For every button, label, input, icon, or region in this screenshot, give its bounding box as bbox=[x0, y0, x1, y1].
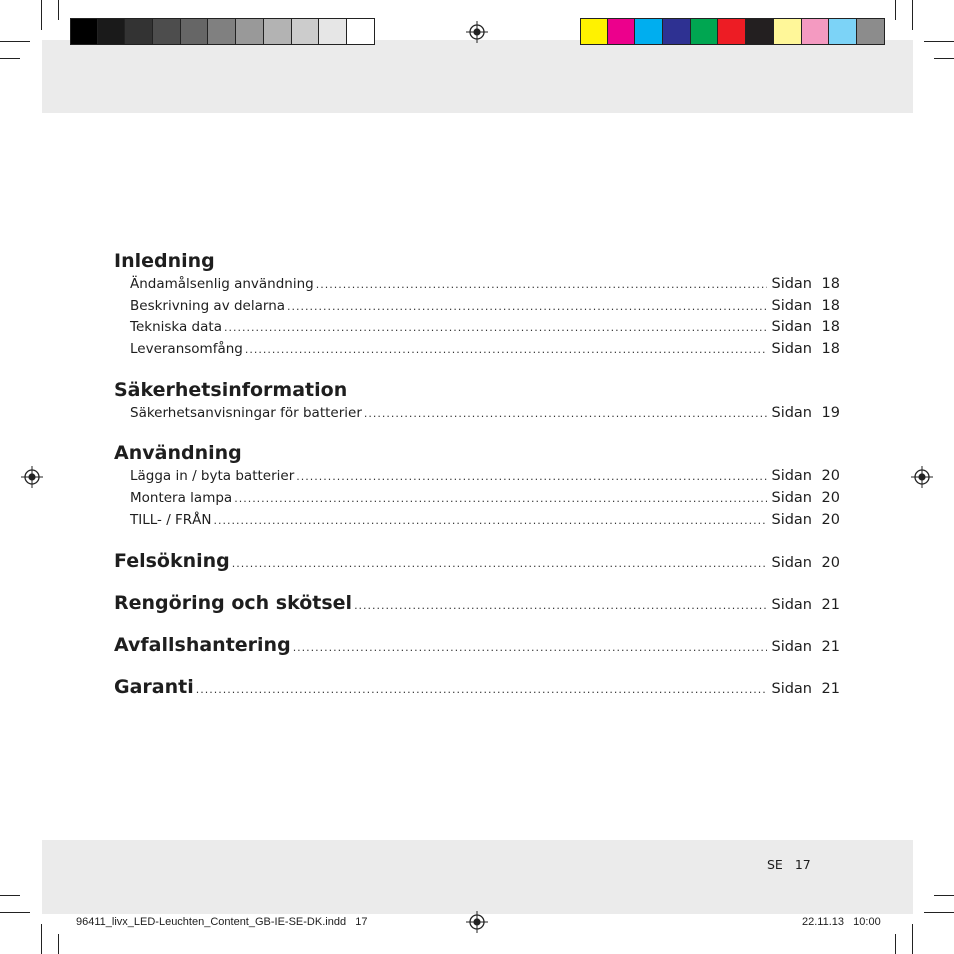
color-swatch bbox=[98, 18, 126, 45]
crop-mark bbox=[934, 895, 954, 896]
page-num: 21 bbox=[821, 596, 840, 613]
gray-color-bar bbox=[70, 18, 375, 45]
toc-entry bbox=[130, 274, 840, 296]
page-word: Sidan bbox=[771, 511, 812, 528]
color-swatch bbox=[181, 18, 209, 45]
dot-leader bbox=[364, 403, 768, 425]
page-reference bbox=[771, 676, 840, 702]
entry-label: Leveransomfång bbox=[130, 341, 243, 358]
dot-leader bbox=[287, 296, 767, 318]
page-reference bbox=[771, 296, 840, 318]
dot-leader bbox=[224, 317, 768, 339]
toc-entry bbox=[130, 488, 840, 510]
section-title: Användning bbox=[114, 442, 242, 465]
section-title: Avfallshantering bbox=[114, 633, 291, 656]
toc-section-heading bbox=[114, 377, 840, 403]
page-word: Sidan bbox=[771, 468, 812, 485]
crop-mark bbox=[934, 58, 954, 59]
page-word: Sidan bbox=[771, 341, 812, 358]
page-word: Sidan bbox=[771, 276, 812, 292]
dot-leader bbox=[245, 339, 768, 361]
toc-entry bbox=[130, 296, 840, 318]
page-word: Sidan bbox=[771, 319, 812, 336]
dot-leader bbox=[232, 551, 768, 577]
language-code: SE bbox=[767, 857, 783, 872]
page-word: Sidan bbox=[771, 554, 812, 571]
toc-section bbox=[114, 377, 840, 425]
entry-label: Beskrivning av delarna bbox=[130, 297, 286, 314]
page-num: 18 bbox=[821, 276, 840, 292]
dot-leader bbox=[296, 466, 767, 488]
slug-filename: 96411_livx_LED-Leuchten_Content_GB-IE-SE-DK.indd 17 bbox=[76, 916, 368, 928]
color-swatch bbox=[774, 18, 802, 45]
color-swatch bbox=[319, 18, 347, 45]
page-number: 17 bbox=[794, 857, 811, 872]
crop-mark bbox=[41, 924, 42, 954]
page-word: Sidan bbox=[771, 638, 812, 655]
toc-section bbox=[114, 248, 840, 361]
color-swatch bbox=[802, 18, 830, 45]
color-swatch bbox=[718, 18, 746, 45]
section-title: Garanti bbox=[114, 675, 194, 698]
page-num: 18 bbox=[821, 341, 840, 358]
toc-section bbox=[114, 590, 840, 616]
page-word: Sidan bbox=[771, 596, 812, 613]
footer-band bbox=[42, 840, 913, 914]
crop-mark bbox=[895, 934, 896, 954]
dot-leader bbox=[196, 677, 768, 703]
page-word: Sidan bbox=[771, 404, 812, 421]
color-swatch bbox=[264, 18, 292, 45]
section-title: Inledning bbox=[114, 250, 215, 272]
page-word: Sidan bbox=[771, 297, 812, 314]
registration-mark-icon bbox=[466, 21, 488, 43]
process-color-bar bbox=[580, 18, 885, 45]
color-swatch bbox=[580, 18, 608, 45]
toc-section bbox=[114, 632, 840, 658]
entry-label: Lägga in / byta batterier bbox=[130, 468, 295, 485]
toc-section bbox=[114, 548, 840, 574]
crop-mark bbox=[41, 0, 42, 30]
section-title: Säkerhetsinformation bbox=[114, 378, 348, 401]
page-reference bbox=[771, 592, 840, 618]
page-num: 20 bbox=[821, 490, 840, 507]
entry-label: Säkerhetsanvisningar för batterier bbox=[130, 404, 362, 421]
crop-mark bbox=[58, 934, 59, 954]
entry-label: Tekniska data bbox=[130, 319, 222, 336]
entry-label: TILL- / FRÅN bbox=[130, 511, 212, 528]
page-reference bbox=[771, 403, 840, 425]
toc-section-heading bbox=[114, 248, 840, 274]
page-num: 21 bbox=[821, 680, 840, 697]
color-swatch bbox=[663, 18, 691, 45]
toc-entry bbox=[130, 403, 840, 425]
color-swatch bbox=[746, 18, 774, 45]
page-reference bbox=[771, 339, 840, 361]
toc-entry bbox=[130, 510, 840, 532]
toc-section bbox=[114, 674, 840, 700]
dot-leader bbox=[293, 635, 768, 661]
page-num: 20 bbox=[821, 468, 840, 485]
crop-mark bbox=[0, 895, 20, 896]
page-num: 18 bbox=[821, 319, 840, 336]
toc-section-heading bbox=[114, 632, 840, 658]
page-num: 18 bbox=[821, 297, 840, 314]
color-swatch bbox=[208, 18, 236, 45]
color-swatch bbox=[236, 18, 264, 45]
table-of-contents bbox=[114, 248, 840, 716]
page-num: 21 bbox=[821, 638, 840, 655]
color-swatch bbox=[829, 18, 857, 45]
header-band bbox=[42, 40, 913, 113]
crop-mark bbox=[912, 0, 913, 30]
page-reference bbox=[771, 550, 840, 576]
page-word: Sidan bbox=[771, 490, 812, 507]
page-num: 19 bbox=[821, 404, 840, 421]
entry-label: Montera lampa bbox=[130, 490, 233, 507]
page-reference bbox=[771, 274, 840, 296]
dot-leader bbox=[354, 593, 767, 619]
color-swatch bbox=[153, 18, 181, 45]
crop-mark bbox=[0, 912, 30, 913]
color-swatch bbox=[292, 18, 320, 45]
crop-mark bbox=[895, 0, 896, 20]
color-swatch bbox=[635, 18, 663, 45]
color-swatch bbox=[347, 18, 375, 45]
color-swatch bbox=[857, 18, 885, 45]
toc-section-heading bbox=[114, 548, 840, 574]
toc-section-heading bbox=[114, 590, 840, 616]
crop-mark bbox=[58, 0, 59, 20]
toc-section-heading bbox=[114, 674, 840, 700]
registration-mark-icon bbox=[466, 911, 488, 933]
registration-mark-icon bbox=[911, 466, 933, 488]
page-word: Sidan bbox=[771, 680, 812, 697]
color-swatch bbox=[125, 18, 153, 45]
crop-mark bbox=[912, 924, 913, 954]
registration-mark-icon bbox=[21, 466, 43, 488]
color-swatch bbox=[691, 18, 719, 45]
toc-entry bbox=[130, 466, 840, 488]
color-swatch bbox=[608, 18, 636, 45]
color-swatch bbox=[70, 18, 98, 45]
entry-label: Ändamålsenlig användning bbox=[130, 276, 314, 292]
page-num: 20 bbox=[821, 511, 840, 528]
toc-entry bbox=[130, 339, 840, 361]
section-title: Felsökning bbox=[114, 549, 230, 572]
page-folio bbox=[767, 857, 811, 872]
toc-section bbox=[114, 440, 840, 531]
section-title: Rengöring och skötsel bbox=[114, 591, 353, 614]
crop-mark bbox=[0, 58, 20, 59]
page-reference bbox=[771, 466, 840, 488]
dot-leader bbox=[214, 510, 768, 532]
slug-timestamp: 22.11.13 10:00 bbox=[802, 916, 881, 928]
dot-leader bbox=[316, 274, 768, 296]
toc-section-heading bbox=[114, 440, 840, 466]
page-reference bbox=[771, 634, 840, 660]
crop-mark bbox=[924, 912, 954, 913]
page-reference bbox=[771, 488, 840, 510]
crop-mark bbox=[0, 41, 30, 42]
page-reference bbox=[771, 510, 840, 532]
page-reference bbox=[771, 317, 840, 339]
toc-entry bbox=[130, 317, 840, 339]
dot-leader bbox=[234, 488, 767, 510]
crop-mark bbox=[924, 41, 954, 42]
page-num: 20 bbox=[821, 554, 840, 571]
